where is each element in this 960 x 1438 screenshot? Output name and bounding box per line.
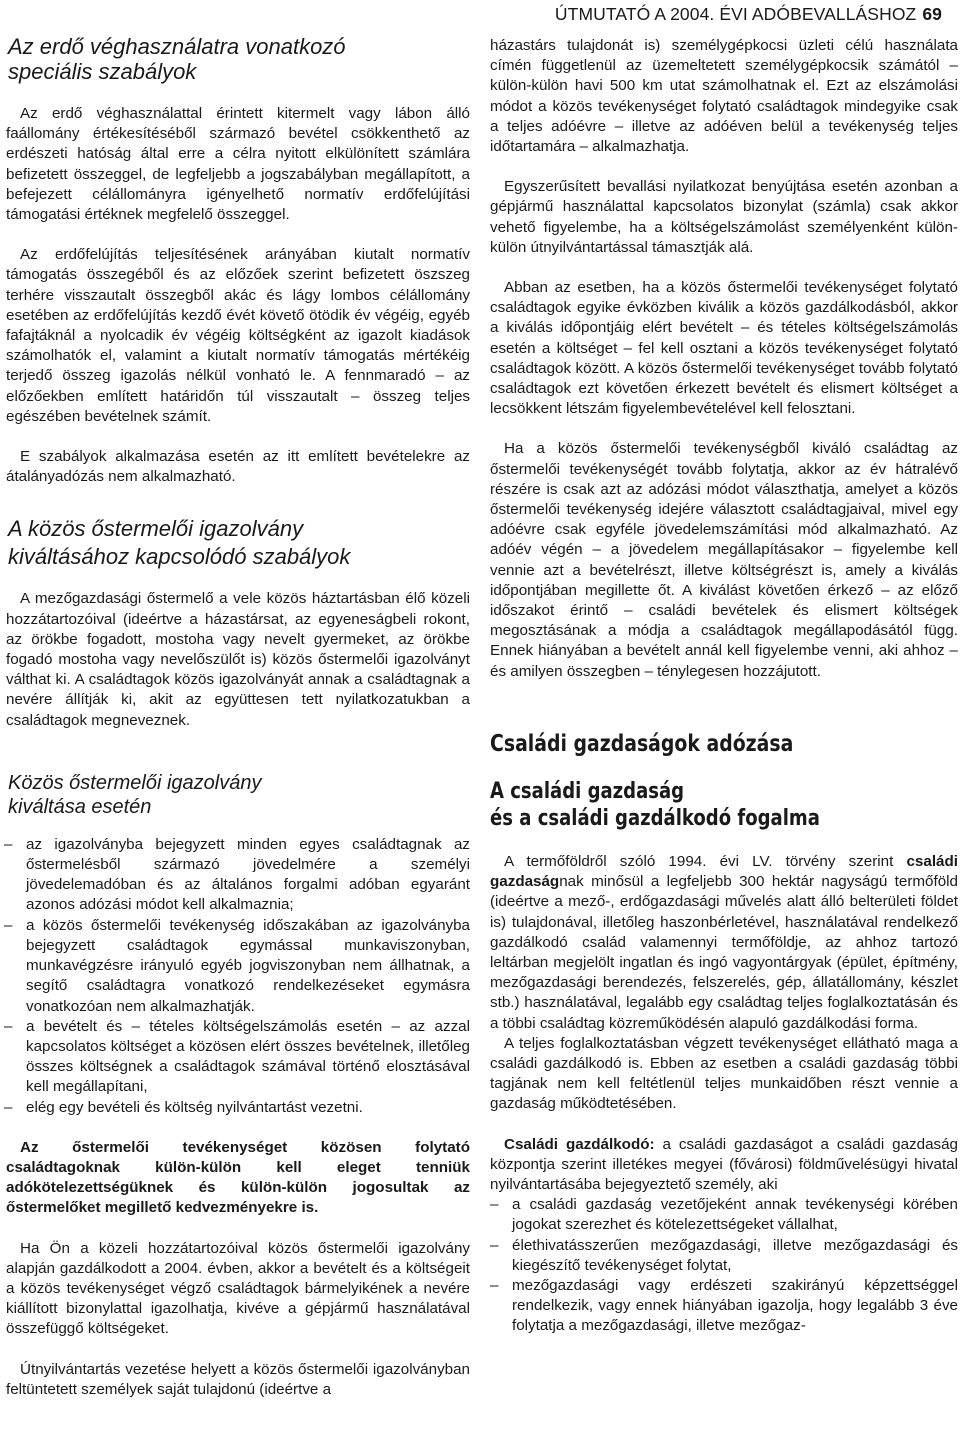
paragraph-csaladi-1 (490, 852, 958, 1034)
paragraph-kozos-bold: Az őstermelői tevékenységet közösen folytató családtagoknak külön-külön kell eleget tenniük adókötelezettségüknek és külön-külön jogosultak az őstermelőket megillető kedvezményekre is. (6, 1138, 470, 1217)
paragraph-right-1: házastárs tulajdonát is) személygépkocsi üzleti célú használata címén függetlenül az üzemeltetett személygépkocsik számától – külön-külön havi 500 km utat számolhatnak el. Ezt az elszámolási módot a közös tevékenységet folytató családtagok mindegyike csak a teljes adóévre – illetve az adóéven belül a tevékenység teljes időtartamára – alkalmazhatja. (490, 37, 958, 156)
paragraph-right-3: Abban az esetben, ha a közös őstermelői tevékenységet folytató családtagok egyike évközben kiválik a közös gazdálkodásból, akkor a kiválás időpontjáig elért bevételt – és tételes költségelszámolás esetén a költséget – fel kell osztani a közös tevékenységet folytató családtagok között. A közös őstermelői tevékenységet tovább folytató családtagok ezt követően érkezett bevételt és elismert költséget a lecsökkent létszám figyelembevételével kell felosztani. (490, 279, 958, 418)
paragraph-kozos-3: Útnyilvántartás vezetése helyett a közös őstermelői igazolványban feltüntetett személyek saját tulajdonú (ideértve a (6, 1360, 470, 1398)
term-csaladi-gazdasag: családi gazdaság (490, 852, 958, 891)
paragraph-erdo-3: E szabályok alkalmazása esetén az itt említett bevételekre az átalányadózás nem alkalmazható. (6, 448, 470, 486)
section-title-kozos: A közös őstermelői igazolvány kiváltásához kapcsolódó szabályok (8, 516, 351, 570)
list-item: – élethivatásszerűen mezőgazdasági, illetve mezőgazdasági és kiegészítő tevékenységet folytat, (490, 1236, 958, 1276)
list-item: – mezőgazdasági vagy erdészeti szakirányú képzettséggel rendelkezik, vagy ennek hiányában igazolja, hogy legalább 3 éve folytatja a mezőgazdasági, illetve mezőgaz- (490, 1276, 958, 1337)
paragraph-kozos-2: Ha Ön a közeli hozzátartozóival közös őstermelői igazolvány alapján gazdálkodott a 2004. évben, akkor a bevételt és a költségeit a közös tevékenységet végző családtagok bármelyikének a nevére kiállított bizonylattal igazolhatja, kivéve a gépjármű használatával összefüggő költségeket. (6, 1239, 470, 1338)
text-run: a családi gazdaságot a családi gazdaság központja szerint illetékes megyei (fővárosi) földművelésügyi hivatal nyilvántartásába bejegyeztető személy, aki (490, 1135, 958, 1193)
section-title-erdo: Az erdő véghasználatra vonatkozó speciális szabályok (8, 34, 346, 84)
paragraph-right-4: Ha a közös őstermelői tevékenységből kiváló családtag az őstermelői tevékenységét tovább folytatja, akkor az év hátralévő részére is csak azt az adózási módot választhatja, amelyet a közös őstermelői tevékenység idejére választott családtagjaival, mivel egy adóévre csak egyféle jövedelemszámítási mód alkalmazható. Az adóév végén – a jövedelem megállapításakor – figyelembe kell vennie azt a bevételrészt, illetve költségrészt is, amely a kiválás időpontjában megillette őt. A kiválást követően érkező – az előző időszakot érintő – családi bevételek és elismert költségek megosztásának a módja a családtagok megállapodásától függ. Ennek hiányában a bevételt annál kell figyelembe venni, aki ahhoz – és amilyen összegben – ténylegesen hozzájutott. (490, 440, 958, 680)
list-item: – a közös őstermelői tevékenység időszakában az igazolványba bejegyzett családtagok egymással munkaviszonyban, munkavégzésre irányuló egyéb jogviszonyban nem állhatnak, a segítő családtagra vonatkozó rendelkezéseket egymásra vonatkozóan nem alkalmazhatják. (4, 916, 470, 1017)
running-head (555, 4, 942, 25)
term-csaladi-gazdalkodo: Családi gazdálkodó: (504, 1135, 655, 1153)
right-column (490, 36, 958, 1337)
text-run: A termőföldről szóló 1994. évi LV. törvény szerint (504, 852, 907, 870)
paragraph-erdo-1: Az erdő véghasználattal érintett kitermelt vagy lábon álló faállomány értékesítéséből származó bevétel csökkenthető az erdészeti hatóság által erre a célra nyitott elkülönített számlára befizetett összeggel, de legfeljebb a jogszabályban megállapított, a befejezett célállományra igényelhető normatív erdőfelújítási támogatási értéknek megfelelő összeggel. (6, 105, 470, 224)
subsection-title-line-2: és a családi gazdálkodó fogalma (490, 805, 820, 831)
paragraph-csaladi-2: A teljes foglalkoztatásban végzett tevékenységet ellátható maga a családi gazdálkodó is. Ebben az esetben a családi gazdaság többi tagjának nem kell feltétlenül teljes munkaidőben részt vennie a gazdaság működtetésében. (490, 1034, 958, 1113)
paragraph-right-2: Egyszerűsített bevallási nyilatkozat benyújtása esetén azonban a gépjármű használattal kapcsolatos bizonylat (számla) csak akkor vehető figyelembe, ha a költségelszámolást személyenként külön-külön útnyilvántartással támasztják alá. (490, 178, 958, 256)
subsection-title-kozos: Közös őstermelői igazolvány kiváltása esetén (8, 771, 262, 818)
section-title-csaladi: Családi gazdaságok adózása (490, 730, 794, 757)
paragraph-csaladi-3 (490, 1135, 958, 1196)
running-head-title: ÚTMUTATÓ A 2004. ÉVI ADÓBEVALLÁSHOZ (554, 4, 917, 24)
paragraph-erdo-2: Az erdőfelújítás teljesítésének arányában kiutalt normatív támogatás összegéből és az előzőek szerint befizetett öszszeg terhére visszautalt összegből akác és lágy lombos célállomány esetében az erdőfelújítás kezdő évét követő ötödik év végéig, egyéb fafajtáknál a nyolcadik év végéig költségként az igazolt kiadások számolhatók el, valamint a kiutalt normatív támogatás mértékéig terjedő összeg igazolás nélkül vonható le. A fennmaradó – az előzőekben említett határidőn túl visszautalt – összeg teljes egészében bevételnek számít. (6, 246, 470, 425)
gazdalkodo-criteria-list (490, 1195, 958, 1336)
list-item: – a családi gazdaság vezetőjeként annak tevékenységi körében jogokat szerezhet és kötelezettségeket vállalhat, (490, 1195, 958, 1235)
list-item: – az igazolványba bejegyzett minden egyes családtagnak az őstermelésből származó jövedelmére a személyi jövedelemadóban és az általános forgalmi adóban egyaránt azonos adózási módot kell alkalmaznia; (4, 835, 470, 916)
left-column (0, 34, 470, 1400)
text-run: nak minősül a legfeljebb 300 hektár nagyságú termőföld (ideértve a mező-, erdőgazdasági művelés alatt álló belterületi földet is) tulajdonával, illetőleg haszonbérletével, használatával rendelkező gazdálkodó család valamennyi termőföldje, az ahhoz tartozó leltárban megjelölt ingatlan és ingó vagyontárgyak (épület, építmény, mezőgazdasági berendezés, felszerelés, gép, állatállomány, készlet stb.) használatával, legalább egy családtag teljes foglalkoztatásán és a többi családtag közreműködésén alapuló gazdálkodási forma. (490, 873, 958, 1032)
subsection-title-line-1: A családi gazdaság (490, 778, 685, 804)
page-number: 69 (922, 4, 942, 24)
list-item: – a bevételt és – tételes költségelszámolás esetén – az azzal kapcsolatos költséget a közösen elért összes bevételnek, illetőleg összes költségnek a családtagok számával történő elosztásával kell megállapítani, (4, 1017, 470, 1098)
paragraph-kozos-1: A mezőgazdasági őstermelő a vele közös háztartásban élő közeli hozzátartozóival (ideértve a házastársat, az egyeneságbeli rokont, az örökbe fogadott, mostoha vagy nevelt gyermeket, az örökbe fogadó mostoha vagy nevelőszülőt is) közös őstermelői igazolványt válthat ki. A családtagok közös igazolványát annak a családtagnak a nevére állítják ki, akit az együttesen tett nyilatkozatukban a családtagok megneveznek. (6, 590, 470, 729)
kozos-rules-list (4, 835, 470, 1118)
list-item: – elég egy bevételi és költség nyilvántartást vezetni. (4, 1098, 470, 1118)
